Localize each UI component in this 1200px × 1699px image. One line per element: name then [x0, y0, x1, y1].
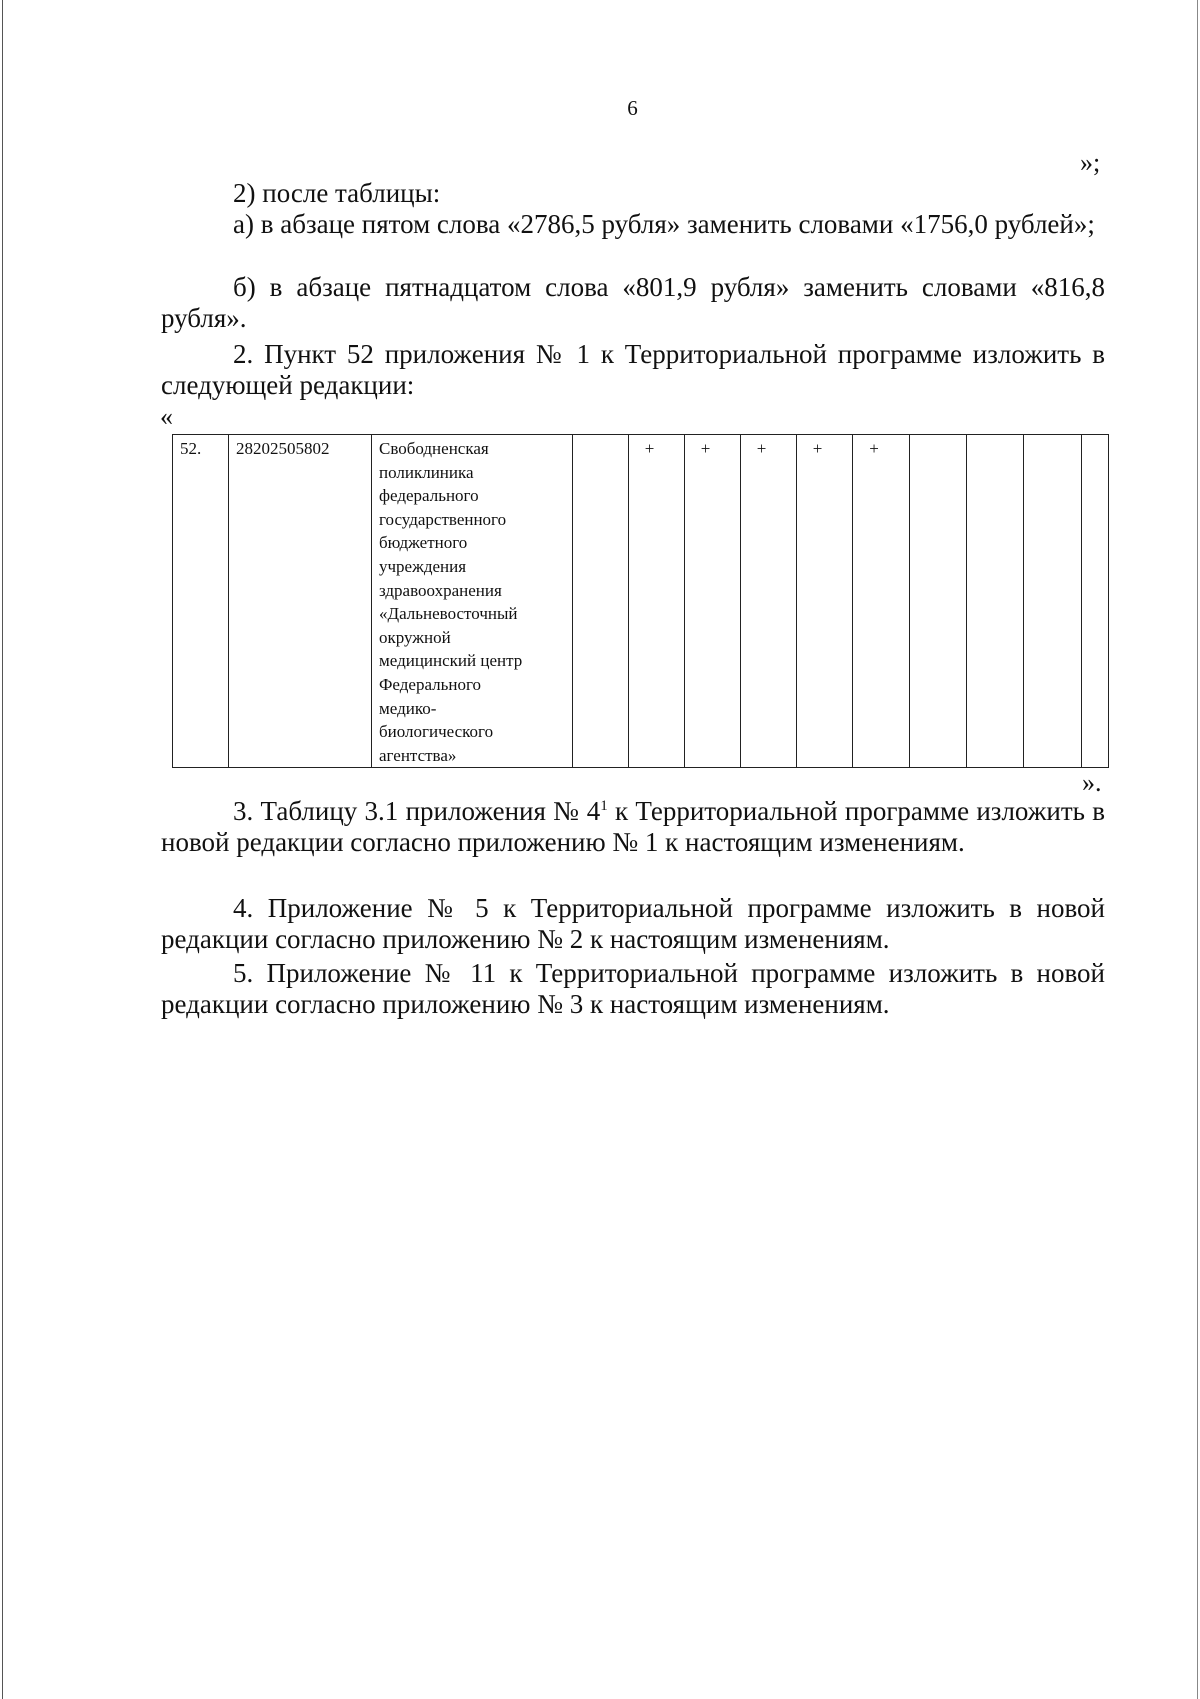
paragraph-item-2: 2. Пункт 52 приложения № 1 к Территориальной программе изложить в следующей редакции:: [161, 339, 1105, 400]
item-3-text-start: 3. Таблицу 3.1 приложения № 4: [233, 796, 601, 826]
paragraph-item-5: 5. Приложение № 11 к Территориальной программе изложить в новой редакции согласно приложению № 3 к настоящим изменениям.: [161, 958, 1105, 1019]
cell-col13: [1082, 435, 1109, 768]
name-line: «Дальневосточный: [379, 604, 518, 624]
cell-col12: [1024, 435, 1082, 768]
name-line: Свободненская: [379, 439, 489, 458]
cell-col4: [573, 435, 629, 768]
name-line: медицинский центр: [379, 651, 523, 671]
name-line: медико-: [379, 698, 437, 718]
scan-edge-right: [1197, 0, 1198, 1699]
name-line: государственного: [379, 509, 507, 529]
cell-col7: +: [741, 435, 797, 768]
table-row: [173, 435, 1109, 768]
name-line: биологического: [379, 722, 494, 742]
paragraph-item-4: 4. Приложение № 5 к Территориальной программе изложить в новой редакции согласно приложению № 2 к настоящим изменениям.: [161, 893, 1105, 954]
name-line: здравоохранения: [379, 580, 502, 600]
table-close-quote: ».: [1082, 768, 1102, 797]
name-line: бюджетного: [379, 533, 468, 553]
paragraph-item-3: [161, 796, 1105, 858]
page-number: 6: [627, 96, 638, 120]
cell-col10: [910, 435, 967, 768]
name-line: Федерального: [379, 674, 482, 694]
cell-number: 52.: [173, 435, 229, 768]
cell-col6: +: [685, 435, 741, 768]
cell-organization-name: [372, 435, 573, 768]
name-line: окружной: [379, 627, 451, 647]
scan-edge-left: [2, 0, 3, 1699]
name-line: учреждения: [379, 556, 467, 576]
cell-col9: +: [853, 435, 910, 768]
item-3-text-end: к Территориальной программе изложить в новой редакции согласно приложению № 1 к настоящим изменениям.: [161, 796, 1105, 857]
name-line: агентства»: [379, 745, 457, 765]
item-52-table: [172, 434, 1109, 768]
table-open-quote: «: [160, 402, 173, 431]
superscript-one: 1: [600, 798, 608, 814]
name-line: поликлиника: [379, 462, 474, 482]
name-line: федерального: [379, 486, 479, 506]
paragraph-after-table: 2) после таблицы:: [233, 178, 441, 208]
closing-quote-previous-table: »;: [1080, 148, 1101, 177]
cell-col11: [967, 435, 1024, 768]
cell-col8: +: [797, 435, 853, 768]
cell-col5: +: [629, 435, 685, 768]
paragraph-b: б) в абзаце пятнадцатом слова «801,9 рубля» заменить словами «816,8 рубля».: [161, 272, 1105, 333]
paragraph-a: а) в абзаце пятом слова «2786,5 рубля» заменить словами «1756,0 рублей»;: [233, 209, 1095, 239]
cell-code: 28202505802: [229, 435, 372, 768]
